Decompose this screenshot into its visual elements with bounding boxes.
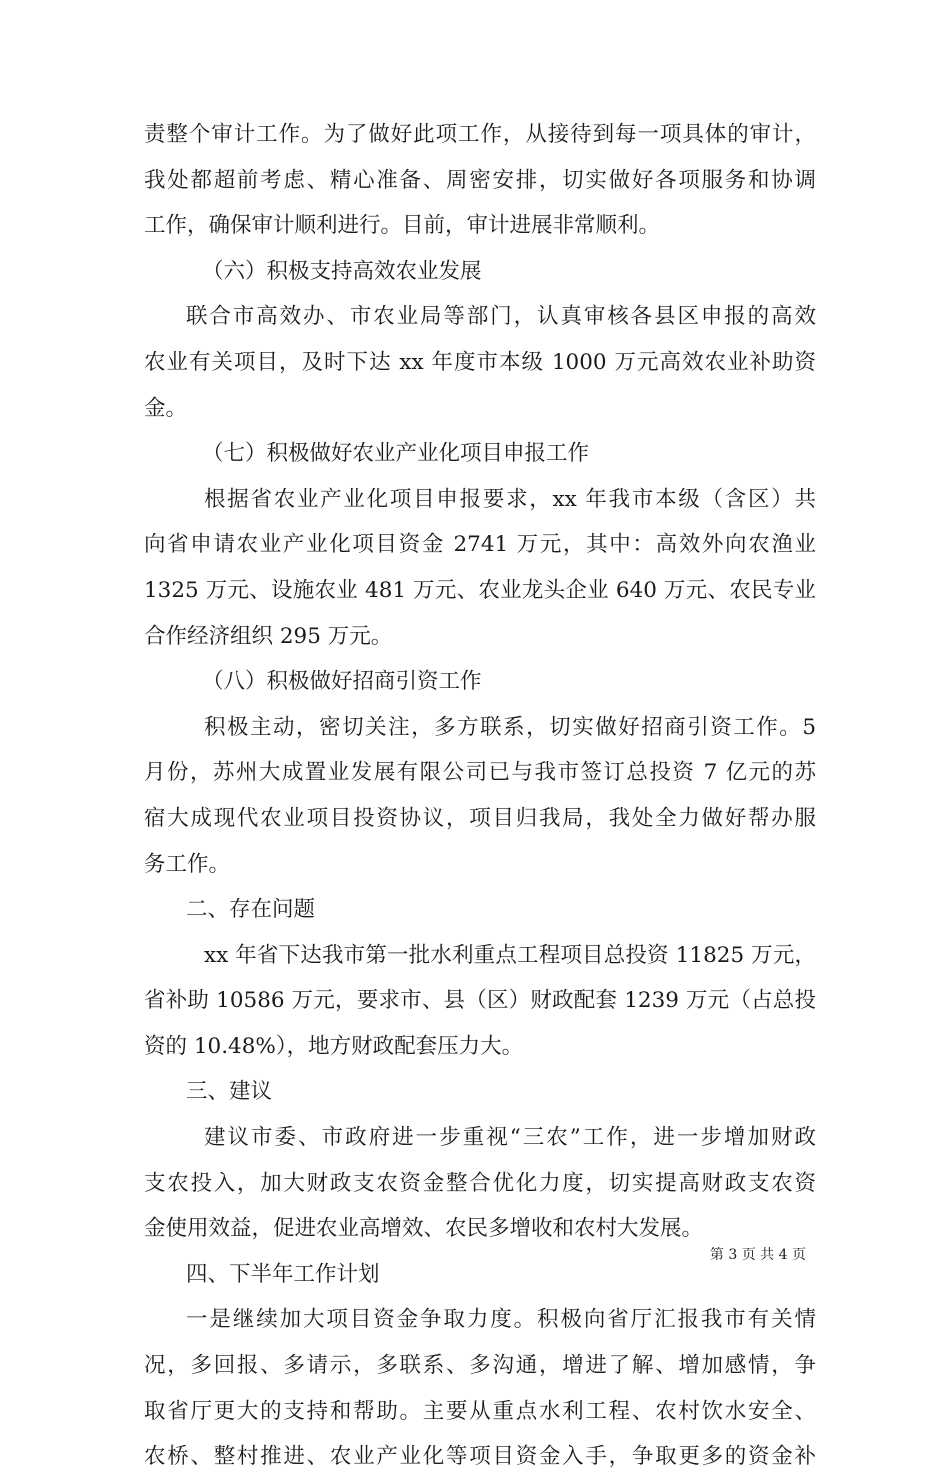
paragraph-line: 向省申请农业产业化项目资金 2741 万元，其中：高效外向农渔业 <box>144 532 816 558</box>
paragraph-line: 责整个审计工作。为了做好此项工作，从接待到每一项具体的审计， <box>144 122 816 147</box>
paragraph-line: 积极主动，密切关注，多方联系，切实做好招商引资工作。5 <box>204 714 816 740</box>
paragraph-line: 联合市高效办、市农业局等部门，认真审核各县区申报的高效 <box>186 304 816 330</box>
paragraph-line: 支农投入，加大财政支农资金整合优化力度，切实提高财政支农资 <box>144 1170 816 1196</box>
paragraph-line: 宿大成现代农业项目投资协议，项目归我局，我处全力做好帮办服 <box>144 805 816 831</box>
paragraph-line: 建议市委、市政府进一步重视“三农”工作，进一步增加财政 <box>204 1125 816 1151</box>
section-heading: 二、存在问题 <box>186 897 316 923</box>
paragraph-line: 农业有关项目，及时下达 xx 年度市本级 1000 万元高效农业补助资 <box>144 349 816 375</box>
section-heading: 三、建议 <box>186 1079 273 1105</box>
paragraph-line: 资的 10.48%），地方财政配套压力大。 <box>144 1033 524 1059</box>
paragraph-line: 一是继续加大项目资金争取力度。积极向省厅汇报我市有关情 <box>186 1307 816 1333</box>
paragraph-line: 金。 <box>144 395 188 421</box>
paragraph-line: 农桥、整村推进、农业产业化等项目资金入手，争取更多的资金补 <box>144 1444 816 1470</box>
paragraph-line: 我处都超前考虑、精心准备、周密安排，切实做好各项服务和协调 <box>144 167 816 193</box>
section-heading: （八）积极做好招商引资工作 <box>202 669 482 695</box>
paragraph-line: 金使用效益，促进农业高增效、农民多增收和农村大发展。 <box>144 1216 704 1242</box>
paragraph-line: 合作经济组织 295 万元。 <box>144 623 393 649</box>
page-number-footer: 第 3 页 共 4 页 <box>709 1247 806 1263</box>
document-body <box>144 112 816 1480</box>
section-heading: （六）积极支持高效农业发展 <box>202 258 482 284</box>
paragraph-line: 省补助 10586 万元，要求市、县（区）财政配套 1239 万元（占总投 <box>144 988 816 1014</box>
paragraph-line: 工作，确保审计顺利进行。目前，审计进展非常顺利。 <box>144 213 661 239</box>
paragraph-line: 1325 万元、设施农业 481 万元、农业龙头企业 640 万元、农民专业 <box>144 577 816 603</box>
paragraph-line: xx 年省下达我市第一批水利重点工程项目总投资 11825 万元， <box>204 942 816 968</box>
paragraph-line: 况，多回报、多请示，多联系、多沟通，增进了解、增加感情，争 <box>144 1353 816 1379</box>
paragraph-line: 根据省农业产业化项目申报要求，xx 年我市本级（含区）共 <box>204 486 816 512</box>
paragraph-line: 月份，苏州大成置业发展有限公司已与我市签订总投资 7 亿元的苏 <box>144 760 816 786</box>
paragraph-line: 取省厅更大的支持和帮助。主要从重点水利工程、农村饮水安全、 <box>144 1398 816 1424</box>
section-heading: （七）积极做好农业产业化项目申报工作 <box>202 441 590 467</box>
paragraph-line: 务工作。 <box>144 851 231 877</box>
section-heading: 四、下半年工作计划 <box>186 1261 380 1287</box>
